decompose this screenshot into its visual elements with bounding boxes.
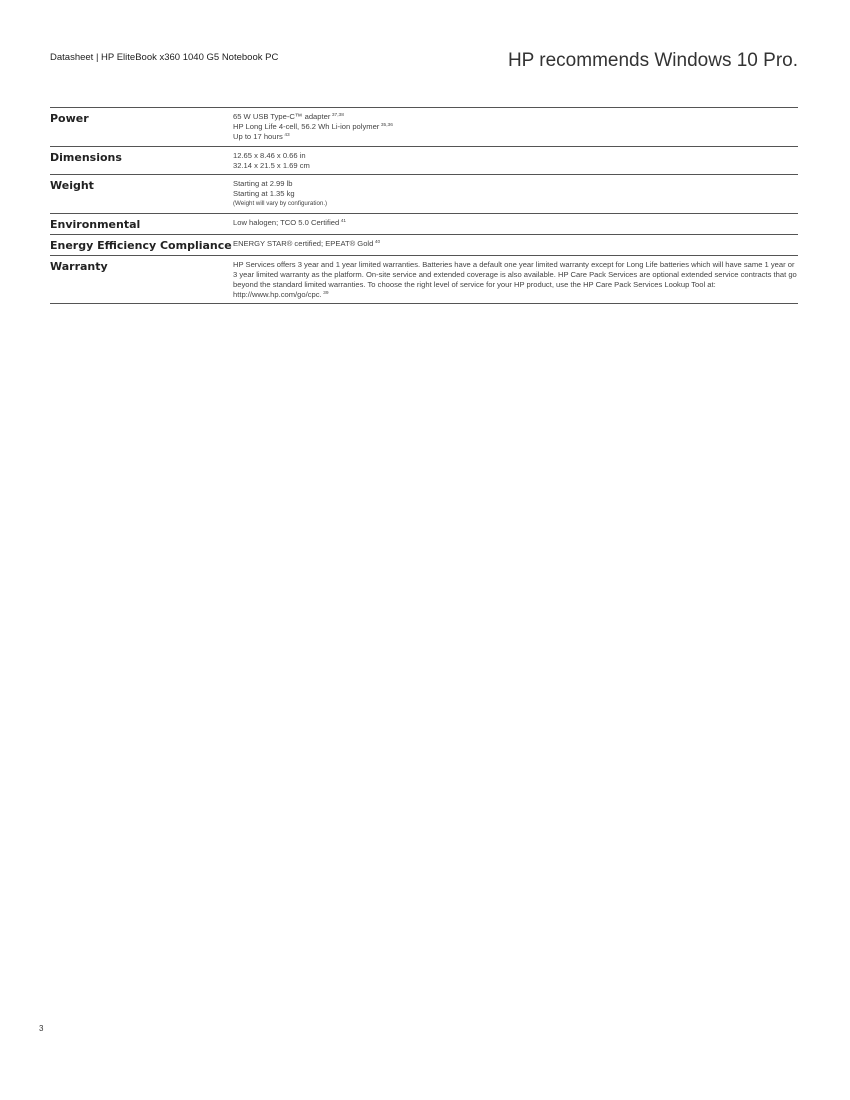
spec-value-line: [233, 218, 798, 228]
spec-value-text: HP Long Life 4-cell, 56.2 Wh Li-ion polymer: [233, 122, 380, 132]
footnote-ref: 43: [284, 133, 290, 139]
page-number: 3: [39, 1024, 44, 1033]
spec-value-line: [233, 132, 798, 142]
spec-row-weight: [50, 175, 798, 214]
spec-value-line: [233, 161, 798, 171]
footnote-ref: 41: [340, 218, 347, 224]
spec-label: Dimensions: [50, 150, 122, 164]
spec-value: [233, 259, 798, 301]
spec-value-text: 32.14 x 21.5 x 1.69 cm: [233, 160, 310, 170]
spec-table: [50, 107, 798, 304]
footnote-ref: 40: [374, 239, 381, 245]
spec-label: Energy Efficiency Compliance: [50, 238, 232, 252]
spec-label: Power: [50, 112, 89, 125]
spec-row-environmental: [50, 214, 798, 235]
spec-row-energy-efficiency-compliance: [50, 235, 798, 256]
footnote-ref: 37,38: [331, 113, 344, 118]
spec-value: [233, 150, 798, 171]
spec-value-text: Low halogen; TCO 5.0 Certified: [233, 217, 340, 227]
spec-value-line: [233, 199, 798, 209]
spec-value: [233, 111, 798, 143]
spec-label: Warranty: [50, 259, 108, 273]
header-tagline: HP recommends Windows 10 Pro.: [507, 50, 798, 71]
spec-value-text: Up to 17 hours: [233, 132, 283, 142]
spec-value-line: [233, 260, 798, 301]
spec-value-text: Starting at 2.99 lb: [233, 179, 293, 189]
spec-value-text: 65 W USB Type-C™ adapter: [233, 112, 331, 121]
spec-value-text: HP Services offers 3 year and 1 year limited warranties. Batteries have a default one year limited warranty except for Long Life batteries which will have same 1 year or 3 year limited warranty as the platform. On-site service and extended coverage is also available. HP Care Pack Services are optional extended service contracts that go beyond the standard limited warranties. To choose the right level of service for your HP product, use the HP Care Pack Services Lookup Tool at: http://www.hp.com/go/cpc.: [233, 259, 797, 300]
spec-value-text: (Weight will vary by configuration.): [233, 200, 328, 208]
spec-value-line: [233, 112, 798, 122]
spec-row-warranty: [50, 256, 798, 305]
spec-value: [233, 217, 798, 231]
spec-value-line: [233, 122, 798, 132]
spec-value: [233, 238, 798, 252]
spec-value-line: [233, 151, 798, 161]
spec-value-line: [233, 179, 798, 189]
spec-value-text: Starting at 1.35 kg: [233, 189, 295, 199]
spec-row-dimensions: [50, 147, 798, 175]
spec-row-power: [50, 108, 798, 147]
spec-value: [233, 178, 798, 210]
spec-value-line: [233, 189, 798, 199]
spec-value-text: 12.65 x 8.46 x 0.66 in: [233, 150, 306, 160]
spec-label: Environmental: [50, 217, 141, 231]
spec-value-text: ENERGY STAR® certified; EPEAT® Gold: [233, 238, 374, 248]
footnote-ref: 35,36: [380, 123, 393, 129]
spec-label: Weight: [50, 179, 94, 193]
header-doc-title: Datasheet | HP EliteBook x360 1040 G5 Notebook PC: [50, 52, 279, 63]
footnote-ref: 39: [323, 291, 329, 297]
spec-value-line: [233, 239, 798, 249]
